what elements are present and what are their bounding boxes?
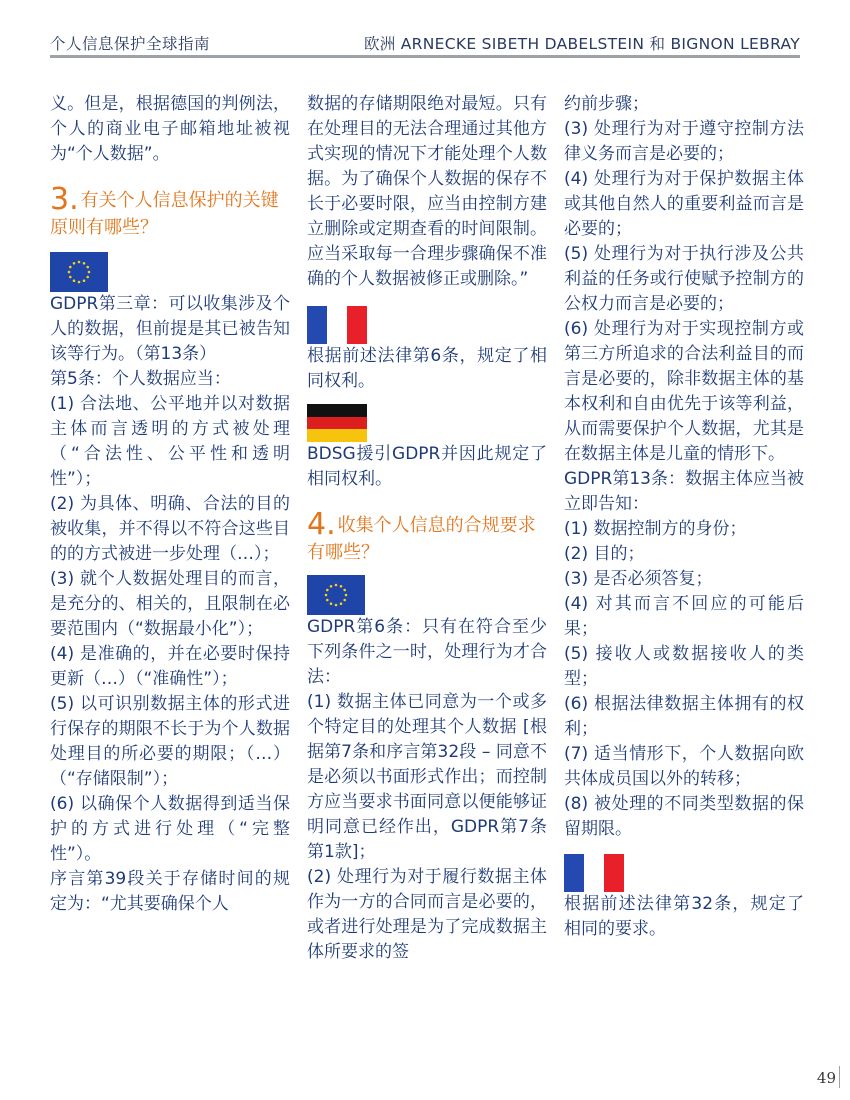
section-heading-4 — [307, 507, 547, 565]
list-item: (2) 处理行为对于履行数据主体作为一方的合同而言是必要的，或者进行处理是为了完成数据主体所要求的签 — [307, 867, 547, 962]
list-item: (5) 接收人或数据接收人的类型； — [564, 644, 804, 689]
list-item: (3) 是否必须答复； — [564, 569, 713, 589]
eu-flag-icon — [50, 252, 108, 292]
paragraph: GDPR第三章：可以收集涉及个人的数据，但前提是其已被告知该等行为。（第13条） — [50, 294, 290, 364]
paragraph: 根据前述法律第6条，规定了相同权利。 — [307, 346, 547, 391]
paragraph: 序言第39段关于存储时间的规定为：“尤其要确保个人 — [50, 869, 290, 914]
france-flag-icon — [307, 306, 367, 344]
paragraph: 根据前述法律第32条，规定了相同的要求。 — [564, 894, 804, 939]
list-item: (4) 处理行为对于保护数据主体或其他自然人的重要利益而言是必要的； — [564, 169, 804, 239]
list-item: (2) 目的； — [564, 544, 645, 564]
section-title: 有关个人信息保护的关键原则有哪些？ — [50, 190, 279, 238]
list-item: (1) 合法地、公平地并以对数据主体而言透明的方式被处理（“合法性、公平性和透明性”）； — [50, 394, 290, 489]
paragraph: 第5条：个人数据应当： — [50, 369, 231, 389]
list-item: (1) 数据控制方的身份； — [564, 519, 747, 539]
paragraph: 数据的存储期限绝对最短。只有在处理目的无法合理通过其他方式实现的情况下才能处理个人数据。为了确保个人数据的保存不长于必要时限，应当由控制方建立删除或定期查看的时间限制。应当采取每一合理步骤确保不准确的个人数据被修正或删除。” — [307, 94, 547, 289]
page-number-divider — [839, 1066, 840, 1088]
list-item: (7) 适当情形下，个人数据向欧共体成员国以外的转移； — [564, 744, 804, 789]
list-item: (8) 被处理的不同类型数据的保留期限。 — [564, 794, 804, 839]
paragraph: 约前步骤； — [564, 94, 649, 114]
list-item: (6) 根据法律数据主体拥有的权利； — [564, 694, 804, 739]
section-title: 收集个人信息的合规要求有哪些？ — [307, 515, 536, 563]
paragraph: BDSG援引GDPR并因此规定了相同权利。 — [307, 444, 547, 489]
paragraph: 义。但是，根据德国的判例法，个人的商业电子邮箱地址被视为“个人数据”。 — [50, 94, 290, 164]
list-item: (4) 对其而言不回应的可能后果； — [564, 594, 804, 639]
list-item: (5) 以可识别数据主体的形式进行保存的期限不长于为个人数据处理目的所必要的期限；（…）（“存储限制”）； — [50, 694, 290, 789]
region-firm-label: 欧洲 ARNECKE SIBETH DABELSTEIN 和 BIGNON LEBRAY — [363, 35, 800, 53]
text-column-1 — [50, 92, 290, 917]
section-number: 4. — [307, 507, 336, 542]
list-item: (3) 就个人数据处理目的而言，是充分的、相关的，且限制在必要范围内（“数据最小化”）； — [50, 569, 290, 639]
eu-flag-icon — [307, 575, 365, 615]
list-item: (1) 数据主体已同意为一个或多个特定目的处理其个人数据 [根据第7条和序言第32段 – 同意不是必须以书面形式作出；而控制方应当要求书面同意以便能够证明同意已经作出，GDPR第7条第1款]； — [307, 692, 547, 862]
list-item: (4) 是准确的，并在必要时保持更新（…）（“准确性”）； — [50, 644, 290, 689]
list-item: (3) 处理行为对于遵守控制方法律义务而言是必要的； — [564, 119, 804, 164]
section-heading-3 — [50, 182, 290, 240]
page-number: 49 — [816, 1069, 836, 1087]
paragraph: GDPR第13条：数据主体应当被立即告知： — [564, 469, 804, 514]
section-number: 3. — [50, 182, 79, 217]
list-item: (2) 为具体、明确、合法的目的被收集，并不得以不符合这些目的的方式被进一步处理（…）； — [50, 494, 290, 564]
page-header — [50, 30, 800, 56]
text-column-2 — [307, 92, 547, 965]
header-divider — [50, 55, 800, 58]
list-item: (5) 处理行为对于执行涉及公共利益的任务或行使赋予控制方的公权力而言是必要的； — [564, 244, 804, 314]
text-column-3 — [564, 92, 804, 942]
list-item: (6) 以确保个人数据得到适当保护的方式进行处理（“完整性”）。 — [50, 794, 290, 864]
paragraph: GDPR第6条：只有在符合至少下列条件之一时，处理行为才合法： — [307, 617, 547, 687]
guide-title: 个人信息保护全球指南 — [50, 35, 211, 53]
list-item: (6) 处理行为对于实现控制方或第三方所追求的合法利益目的而言是必要的，除非数据主体的基本权利和自由优先于该等利益，从而需要保护个人数据，尤其是在数据主体是儿童的情形下。 — [564, 319, 804, 464]
germany-flag-icon — [307, 404, 367, 442]
france-flag-icon — [564, 854, 624, 892]
